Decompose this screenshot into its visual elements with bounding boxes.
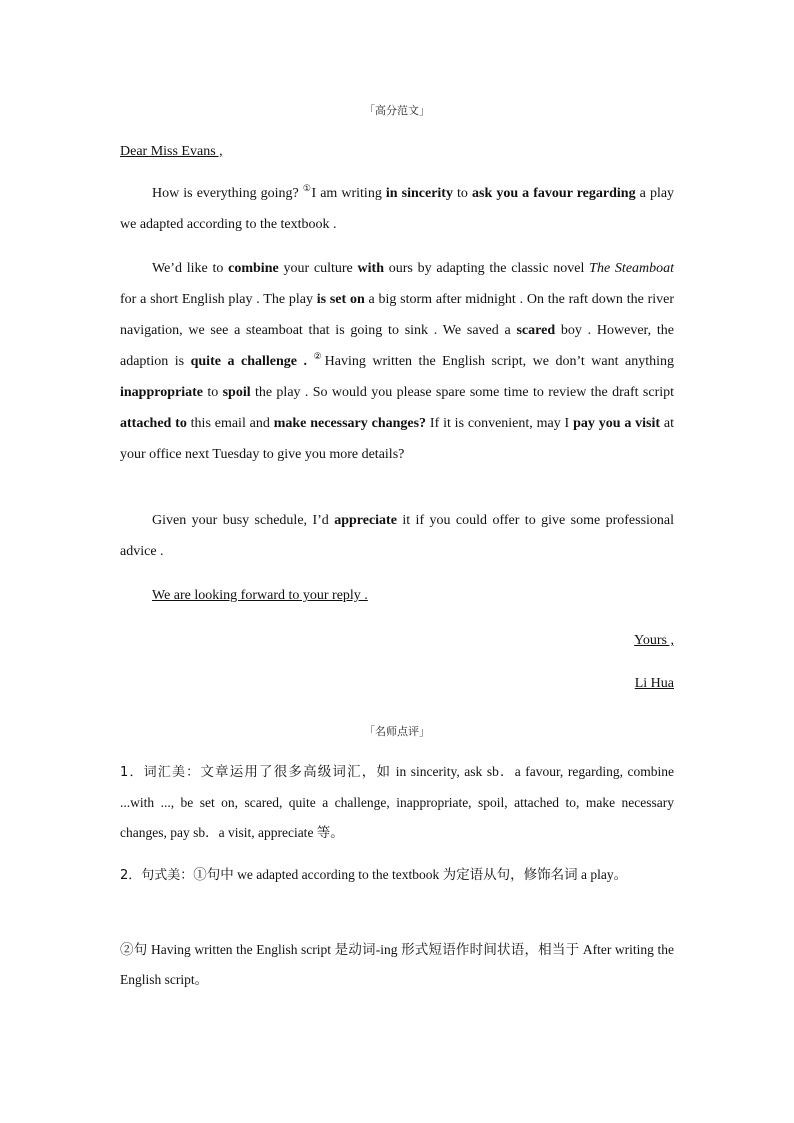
marker-1: ① (302, 183, 312, 193)
closing-line: We are looking forward to your reply . (152, 588, 368, 603)
salutation: Dear Miss Evans , (120, 144, 223, 159)
paragraph-3: Given your busy schedule, I’d appreciate it if you could offer to give some professional advice . (120, 513, 675, 559)
paragraph-1: How is everything going? ①I am writing in sincerity to ask you a favour regarding a play we adapted according to the textbook . (120, 183, 675, 232)
essay-heading: 「高分范文」 (364, 104, 430, 117)
sign-off: Yours , (634, 633, 674, 648)
review-item-2: 2．句式美：①句中 we adapted according to the textbook 为定语从句，修饰名词 a play。 (120, 867, 628, 883)
signature: Li Hua (634, 676, 674, 691)
review-heading: 「名师点评」 (364, 725, 430, 738)
review-item-3: ②句 Having written the English script 是动词-ing 形式短语作时间状语，相当于 After writing the English script。 (120, 942, 674, 987)
paragraph-2: We’d like to combine your culture with ours by adapting the classic novel The Steamboat for a short English play . The play is set on a big storm after midnight . On the raft down the river navigation, we see a steamboat that is going to sink . We saved a scared boy . However, the adaption is quite a challenge . ②Having written the English script, we don’t want anything inappropriate to spoil the play . So would you please spare some time to review the draft script attached to this email and make necessary changes? If it is convenient, may I pay you a visit at your office next Tuesday to give you more details? (120, 261, 675, 462)
marker-2: ② (313, 351, 325, 361)
review-item-1: 1．词汇美：文章运用了很多高级词汇，如 in sincerity, ask sb．a favour, regarding, combine ...with ..., be set on, scared, quite a challenge, inappropriate, spoil, attached to, make necessary changes, pay sb．a visit, appreciate 等。 (120, 764, 674, 840)
